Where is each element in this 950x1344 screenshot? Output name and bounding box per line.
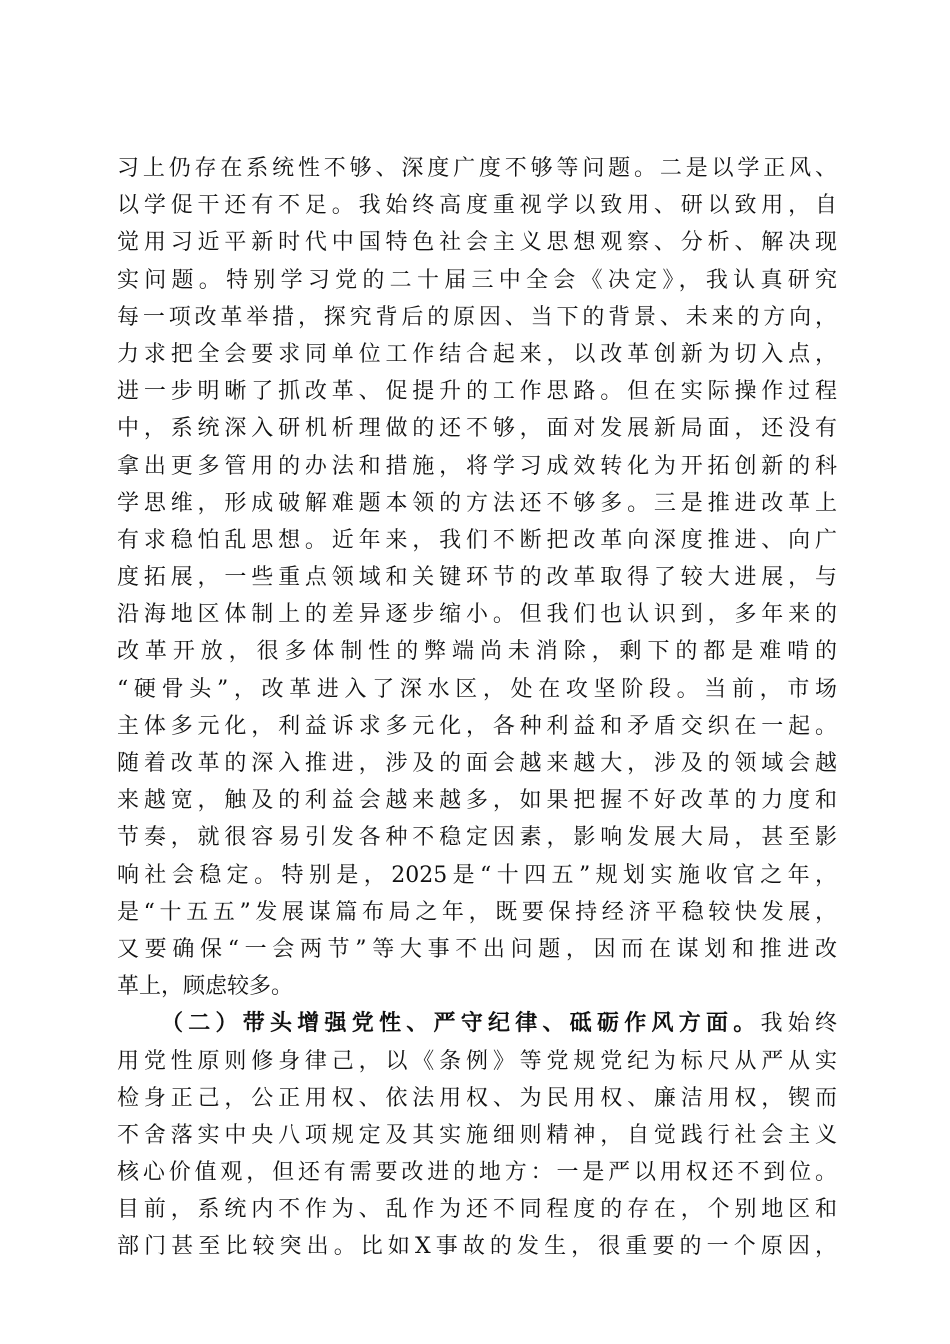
text-line: 力求把全会要求同单位工作结合起来，以改革创新为切入点， [117, 341, 837, 367]
text-line: 觉用习近平新时代中国特色社会主义思想观察、分析、解决现 [117, 230, 837, 256]
text-line: 部门甚至比较突出。比如X事故的发生，很重要的一个原因， [117, 1234, 837, 1260]
text-line: 响社会稳定。特别是，2025是“十四五”规划实施收官之年， [117, 862, 837, 888]
text-line: 以学促干还有不足。我始终高度重视学以致用、研以致用，自 [117, 193, 837, 219]
section-heading: （二）带头增强党性、严守纪律、砥砺作风方面。 [161, 1010, 761, 1037]
text-line: 度拓展，一些重点领域和关键环节的改革取得了较大进展，与 [117, 565, 837, 591]
text-line: 进一步明晰了抓改革、促提升的工作思路。但在实际操作过程 [117, 379, 837, 405]
text-line: 拿出更多管用的办法和措施，将学习成效转化为开拓创新的科 [117, 453, 837, 479]
text-line: 随着改革的深入推进，涉及的面会越来越大，涉及的领域会越 [117, 751, 837, 776]
heading-continuation: 我始终 [760, 1011, 837, 1037]
text-line: 主体多元化，利益诉求多元化，各种利益和矛盾交织在一起。 [117, 713, 837, 739]
paragraph-1 [117, 150, 837, 1005]
text-line: 沿海地区体制上的差异逐步缩小。但我们也认识到，多年来的 [117, 602, 837, 628]
text-line: “硬骨头”，改革进入了深水区，处在攻坚阶段。当前，市场 [117, 676, 837, 702]
text-line: 学思维，形成破解难题本领的方法还不够多。三是推进改革上 [117, 490, 837, 516]
paragraph-2 [117, 1005, 837, 1265]
text-line: 中，系统深入研机析理做的还不够，面对发展新局面，还没有 [117, 416, 837, 442]
text-line: 来越宽，触及的利益会越来越多，如果把握不好改革的力度和 [117, 788, 837, 814]
body-text [117, 150, 837, 1266]
text-line: 是“十五五”发展谋篇布局之年，既要保持经济平稳较快发展， [117, 899, 837, 925]
text-line: 检身正己，公正用权、依法用权、为民用权、廉洁用权，锲而 [117, 1085, 837, 1111]
text-line: 用党性原则修身律己，以《条例》等党规党纪为标尺从严从实 [117, 1048, 837, 1074]
text-line: 节奏，就很容易引发各种不稳定因素，影响发展大局，甚至影 [117, 825, 837, 851]
text-line: 又要确保“一会两节”等大事不出问题，因而在谋划和推进改 [117, 936, 837, 962]
text-line: 有求稳怕乱思想。近年来，我们不断把改革向深度推进、向广 [117, 527, 837, 553]
text-line: 习上仍存在系统性不够、深度广度不够等问题。二是以学正风、 [117, 156, 837, 181]
paragraph-first-line [117, 1005, 837, 1042]
text-line: 改革开放，很多体制性的弊端尚未消除，剩下的都是难啃的 [117, 639, 837, 665]
text-line: 目前，系统内不作为、乱作为还不同程度的存在，个别地区和 [117, 1197, 837, 1223]
text-line: 实问题。特别学习党的二十届三中全会《决定》，我认真研究 [117, 267, 837, 293]
text-line: 核心价值观，但还有需要改进的地方：一是严以用权还不到位。 [117, 1160, 837, 1186]
text-line: 不舍落实中央八项规定及其实施细则精神，自觉践行社会主义 [117, 1122, 837, 1148]
text-line: 革上，顾虑较多。 [117, 974, 294, 1000]
text-line: 每一项改革举措，探究背后的原因、当下的背景、未来的方向， [117, 304, 837, 330]
